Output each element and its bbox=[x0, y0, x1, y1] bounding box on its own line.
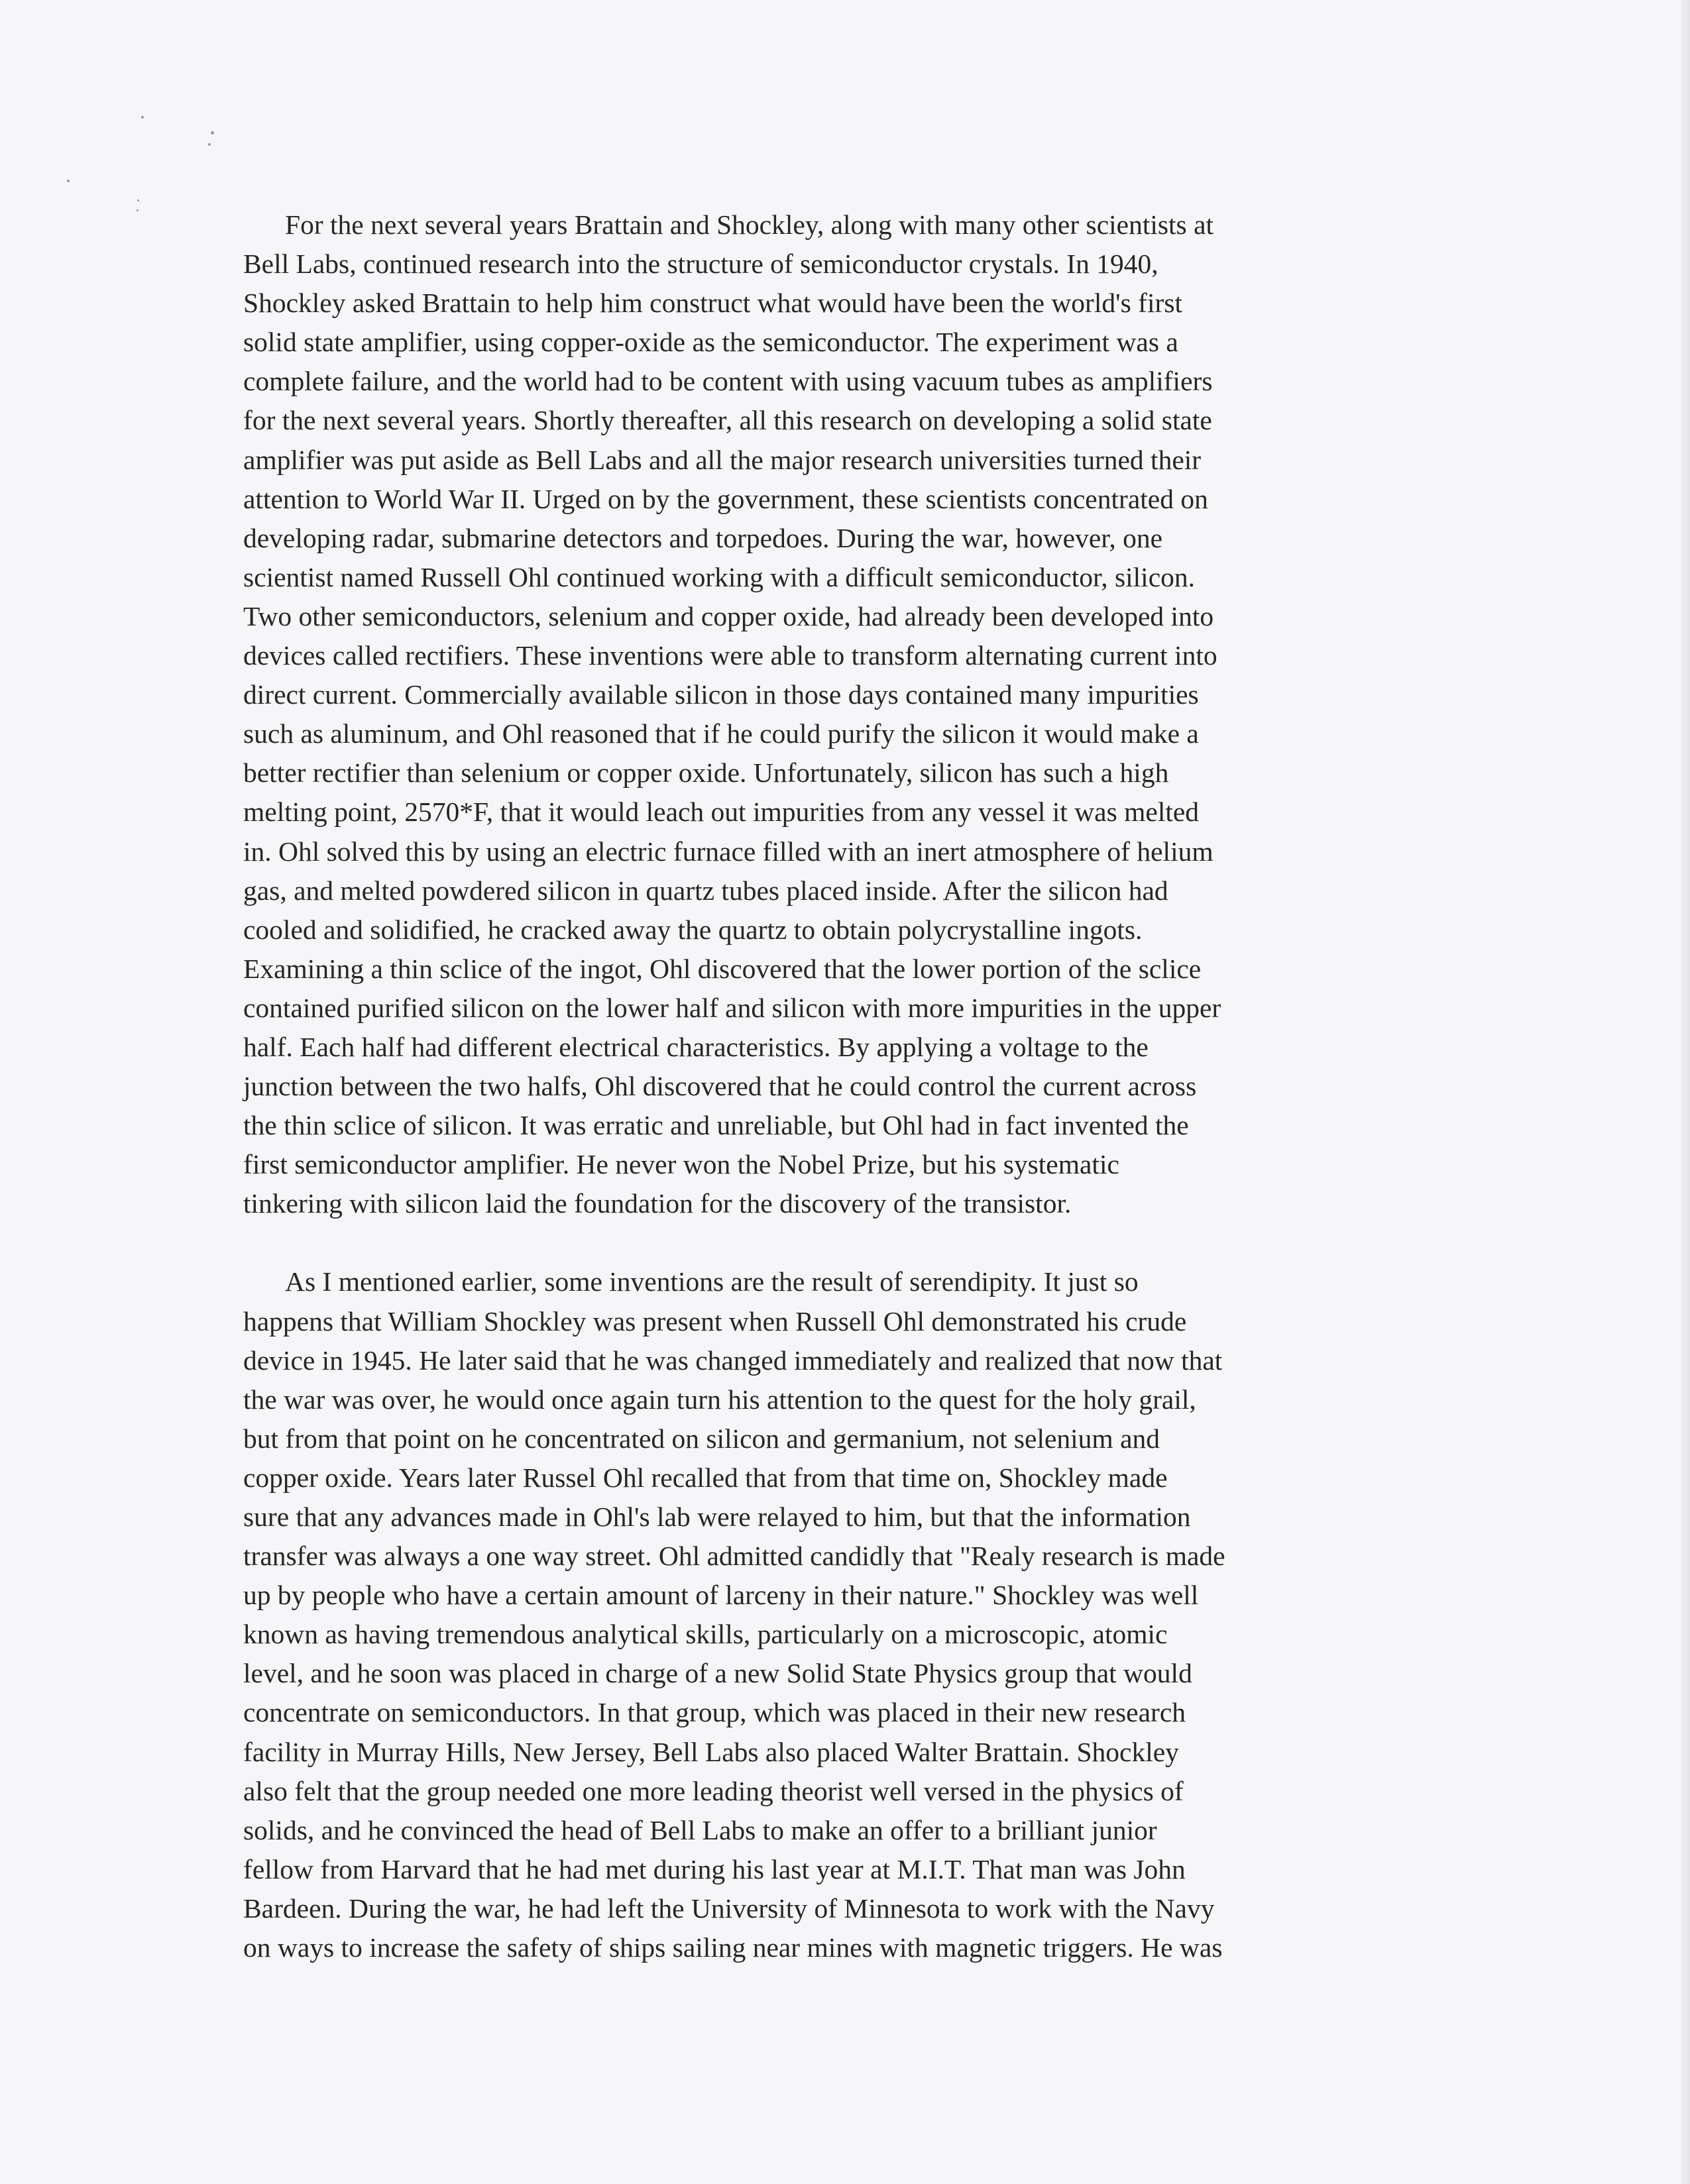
paragraph bbox=[243, 1262, 1430, 1967]
text-line: but from that point on he concentrated on silicon and germanium, not selenium and bbox=[243, 1423, 1160, 1454]
text-line: transfer was always a one way street. Ohl admitted candidly that "Realy research is made bbox=[243, 1541, 1225, 1572]
text-line: for the next several years. Shortly thereafter, all this research on developing a solid state bbox=[243, 405, 1212, 436]
text-line: developing radar, submarine detectors and torpedoes. During the war, however, one bbox=[243, 522, 1163, 553]
text-line: half. Each half had different electrical characteristics. By applying a voltage to the bbox=[243, 1031, 1149, 1062]
text-line: better rectifier than selenium or copper oxide. Unfortunately, silicon has such a high bbox=[243, 757, 1169, 789]
text-line: concentrate on semiconductors. In that group, which was placed in their new research bbox=[243, 1697, 1186, 1728]
text-line: devices called rectifiers. These inventions were able to transform alternating current into bbox=[243, 640, 1217, 671]
text-line: gas, and melted powdered silicon in quartz tubes placed inside. After the silicon had bbox=[243, 875, 1168, 906]
text-line: As I mentioned earlier, some inventions are the result of serendipity. It just so bbox=[285, 1266, 1139, 1297]
paragraph bbox=[243, 205, 1430, 1223]
text-line: known as having tremendous analytical skills, particularly on a microscopic, atomic bbox=[243, 1619, 1168, 1650]
scan-speck bbox=[141, 116, 144, 119]
text-line: in. Ohl solved this by using an electric furnace filled with an inert atmosphere of helium bbox=[243, 836, 1213, 867]
text-line: also felt that the group needed one more leading theorist well versed in the physics of bbox=[243, 1775, 1184, 1806]
text-line: contained purified silicon on the lower half and silicon with more impurities in the upper bbox=[243, 992, 1221, 1023]
paragraph-gap bbox=[243, 1223, 1430, 1262]
text-line: attention to World War II. Urged on by the government, these scientists concentrated on bbox=[243, 483, 1208, 514]
text-line: Examining a thin sclice of the ingot, Ohl discovered that the lower portion of the sclice bbox=[243, 953, 1202, 984]
text-line: facility in Murray Hills, New Jersey, Bell Labs also placed Walter Brattain. Shockley bbox=[243, 1736, 1179, 1767]
text-line: copper oxide. Years later Russel Ohl recalled that from that time on, Shockley made bbox=[243, 1462, 1168, 1493]
scan-speck bbox=[137, 199, 139, 201]
text-line: on ways to increase the safety of ships sailing near mines with magnetic triggers. He was bbox=[243, 1932, 1223, 1963]
text-line: such as aluminum, and Ohl reasoned that if he could purify the silicon it would make a bbox=[243, 718, 1199, 749]
text-line: happens that William Shockley was present when Russell Ohl demonstrated his crude bbox=[243, 1305, 1187, 1337]
text-line: melting point, 2570*F, that it would leach out impurities from any vessel it was melted bbox=[243, 796, 1200, 828]
text-line: solid state amplifier, using copper-oxide as the semiconductor. The experiment was a bbox=[243, 327, 1178, 358]
text-line: direct current. Commercially available silicon in those days contained many impurities bbox=[243, 679, 1199, 710]
text-line: sure that any advances made in Ohl's lab were relayed to him, but that the information bbox=[243, 1502, 1191, 1532]
scan-speck bbox=[137, 209, 139, 211]
text-line: For the next several years Brattain and Shockley, along with many other scientists at bbox=[285, 209, 1214, 240]
text-line: cooled and solidified, he cracked away the quartz to obtain polycrystalline ingots. bbox=[243, 914, 1143, 945]
text-line: device in 1945. He later said that he was changed immediately and realized that now that bbox=[243, 1344, 1223, 1376]
text-line: the war was over, he would once again turn his attention to the quest for the holy grail, bbox=[243, 1384, 1196, 1415]
scan-speck bbox=[67, 180, 70, 182]
text-line: the thin sclice of silicon. It was erratic and unreliable, but Ohl had in fact invented the bbox=[243, 1110, 1189, 1141]
text-line: scientist named Russell Ohl continued working with a difficult semiconductor, silicon. bbox=[243, 561, 1196, 592]
text-line: first semiconductor amplifier. He never won the Nobel Prize, but his systematic bbox=[243, 1149, 1119, 1180]
text-line: junction between the two halfs, Ohl discovered that he could control the current across bbox=[243, 1071, 1197, 1102]
text-line: Bardeen. During the war, he had left the University of Minnesota to work with the Navy bbox=[243, 1892, 1215, 1924]
text-line: solids, and he convinced the head of Bell Labs to make an offer to a brilliant junior bbox=[243, 1814, 1157, 1845]
text-line: fellow from Harvard that he had met during his last year at M.I.T. That man was John bbox=[243, 1853, 1186, 1884]
text-line: complete failure, and the world had to be content with using vacuum tubes as amplifiers bbox=[243, 366, 1213, 397]
text-line: tinkering with silicon laid the foundation for the discovery of the transistor. bbox=[243, 1188, 1072, 1219]
text-line: level, and he soon was placed in charge of a new Solid State Physics group that would bbox=[243, 1658, 1192, 1689]
text-line: amplifier was put aside as Bell Labs and all the major research universities turned their bbox=[243, 444, 1202, 475]
text-line: Two other semiconductors, selenium and copper oxide, had already been developed into bbox=[243, 600, 1214, 631]
body-text bbox=[243, 205, 1430, 1967]
page-edge-shadow bbox=[1681, 0, 1690, 2184]
text-line: Shockley asked Brattain to help him construct what would have been the world's first bbox=[243, 288, 1182, 319]
scan-speck bbox=[208, 143, 211, 146]
text-line: Bell Labs, continued research into the structure of semiconductor crystals. In 1940, bbox=[243, 248, 1158, 280]
scan-speck bbox=[211, 131, 214, 135]
text-line: up by people who have a certain amount of larceny in their nature." Shockley was well bbox=[243, 1580, 1199, 1611]
